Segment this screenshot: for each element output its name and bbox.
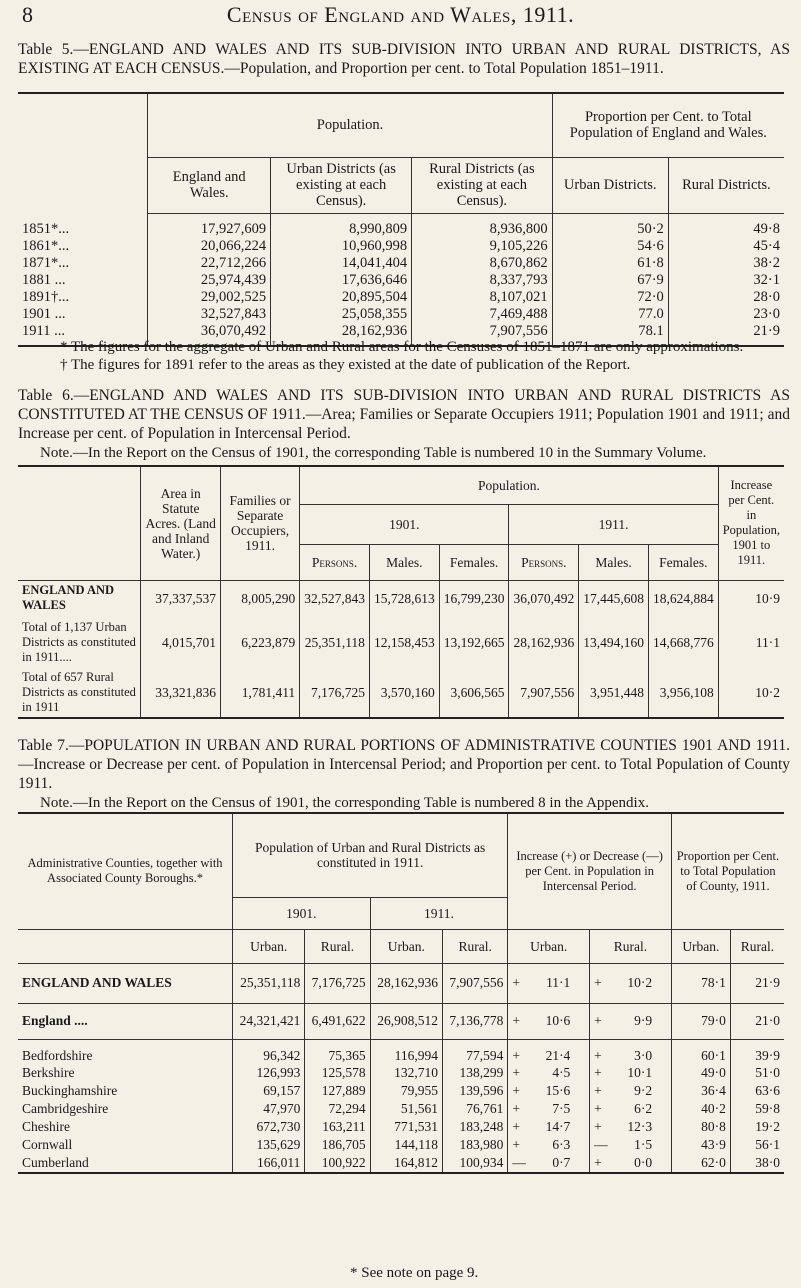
t7-header-proportion: Proportion per Cent. to Total Population of County, 1911. [671, 813, 784, 929]
cell-pr: 59·8 [730, 1100, 784, 1118]
table-row [18, 1136, 784, 1154]
cell-r11: 183,248 [442, 1118, 507, 1136]
t7-col-urban-1911: Urban. [370, 929, 442, 963]
cell-u11: 26,908,512 [370, 1003, 442, 1039]
change-value: 0·0 [634, 1154, 653, 1170]
row-label: Cumberland [22, 1154, 89, 1170]
cell-r01: 125,578 [305, 1064, 370, 1082]
sign: + [594, 1064, 602, 1080]
table-row [18, 1039, 784, 1064]
cell-u01: 126,993 [233, 1064, 305, 1082]
table-row: 1911 ... 36,070,492 28,162,936 7,907,556 78.1 21·9 [18, 323, 784, 340]
table-row [18, 1100, 784, 1118]
cell-pr: 63·6 [730, 1082, 784, 1100]
t6-header-population: Population. [300, 466, 719, 504]
sign: + [512, 1082, 520, 1098]
t7-col-urban-proportion: Urban. [671, 929, 730, 963]
sign: — [594, 1136, 608, 1152]
t6-col-families: Families or Separate Occupiers, 1911. [220, 466, 299, 580]
table-row [18, 1082, 784, 1100]
cell-pu: 43·9 [671, 1136, 730, 1154]
table-row: 1861*... 20,066,224 10,960,998 9,105,226 54·6 45·4 [18, 238, 784, 255]
sign: + [512, 1064, 520, 1080]
t5-header-proportion: Proportion per Cent. to Total Population of England and Wales. [552, 93, 784, 157]
t6-col-persons-1901: Persons. [300, 544, 370, 580]
change-value: 10·2 [627, 975, 653, 990]
change-value: 10·1 [627, 1064, 653, 1080]
change-value: 11·1 [546, 975, 571, 990]
page-number: 8 [22, 2, 33, 27]
sign: + [594, 1013, 602, 1028]
table6 [18, 465, 784, 719]
table-row: Total of 1,137 Urban Districts as constituted in 1911.... 4,015,701 6,223,879 25,351,118 12,158,453 13,192,665 28,162,936 13,494,160 14,668,776 11·1 [18, 616, 784, 668]
change-value: 12·3 [627, 1118, 653, 1134]
cell-u01: 672,730 [233, 1118, 305, 1136]
sign: + [594, 1118, 602, 1134]
sign: + [594, 1047, 602, 1063]
cell-pr: 39·9 [730, 1039, 784, 1064]
t7-col-counties: Administrative Counties, together with Associated County Boroughs.* [27, 856, 223, 886]
cell-pu: 36·4 [671, 1082, 730, 1100]
table-row [18, 963, 784, 1003]
cell-u11: 771,531 [370, 1118, 442, 1136]
cell-r11: 100,934 [442, 1154, 507, 1172]
cell-r01: 6,491,622 [305, 1003, 370, 1039]
cell-pu: 40·2 [671, 1100, 730, 1118]
cell-r01: 72,294 [305, 1100, 370, 1118]
t7-footnote: * See note on page 9. [350, 1265, 479, 1281]
table-row: 1881 ... 25,974,439 17,636,646 8,337,793 67·9 32·1 [18, 272, 784, 289]
t7-header-1911: 1911. [370, 897, 508, 929]
table-row: 1901 ... 32,527,843 25,058,355 7,469,488 77.0 23·0 [18, 306, 784, 323]
cell-pu: 78·1 [671, 963, 730, 1003]
cell-u11: 132,710 [370, 1064, 442, 1082]
cell-r11: 76,761 [442, 1100, 507, 1118]
sign: — [512, 1154, 526, 1170]
t6-header-1901: 1901. [300, 504, 509, 544]
sign: + [512, 1118, 520, 1134]
cell-u01: 24,321,421 [233, 1003, 305, 1039]
table7 [18, 812, 784, 1174]
t5-footnote-2: † The figures for 1891 refer to the areas as they existed at the date of publication of the Report. [60, 357, 631, 373]
cell-r01: 100,922 [305, 1154, 370, 1172]
t7-col-rural-1911: Rural. [442, 929, 507, 963]
cell-r11: 138,299 [442, 1064, 507, 1082]
cell-r11: 7,136,778 [442, 1003, 507, 1039]
cell-r01: 75,365 [305, 1039, 370, 1064]
t7-header-1901: 1901. [233, 897, 371, 929]
t7-header-increase: Increase (+) or Decrease (—) per Cent. in Population in Intercensal Period. [508, 813, 672, 929]
t5-col-rural: Rural Districts (as existing at each Census). [412, 157, 552, 213]
cell-u11: 79,955 [370, 1082, 442, 1100]
table5 [18, 92, 784, 347]
sign: + [594, 1100, 602, 1116]
cell-r01: 163,211 [305, 1118, 370, 1136]
t7-col-rural-proportion: Rural. [730, 929, 784, 963]
t5-col-rural-pct: Rural Districts. [668, 157, 784, 213]
t5-footnote-1: * The figures for the aggregate of Urban and Rural areas for the Censuses of 1851–1871 are only approximations. [60, 339, 744, 355]
cell-u11: 51,561 [370, 1100, 442, 1118]
cell-u01: 69,157 [233, 1082, 305, 1100]
t6-col-females-1911: Females. [648, 544, 718, 580]
cell-pu: 79·0 [671, 1003, 730, 1039]
t5-corner [18, 93, 148, 213]
change-value: 21·4 [545, 1047, 571, 1063]
cell-pu: 49·0 [671, 1064, 730, 1082]
change-value: 1·5 [634, 1136, 653, 1152]
table6-note: Note.—In the Report on the Census of 1901, the corresponding Table is numbered 10 in the Summary Volume. [40, 445, 707, 461]
sign: + [512, 1047, 520, 1063]
cell-pr: 19·2 [730, 1118, 784, 1136]
row-label: ENGLAND AND WALES [22, 975, 172, 990]
cell-u11: 144,118 [370, 1136, 442, 1154]
page-header [0, 0, 801, 34]
row-label: Cambridgeshire [22, 1100, 109, 1116]
t7-col-urban-1901: Urban. [233, 929, 305, 963]
change-value: 3·0 [634, 1047, 653, 1063]
cell-r01: 7,176,725 [305, 963, 370, 1003]
cell-u11: 28,162,936 [370, 963, 442, 1003]
t5-header-population: Population. [148, 93, 552, 157]
row-label: Cornwall [22, 1136, 73, 1152]
cell-u11: 116,994 [370, 1039, 442, 1064]
cell-r11: 183,980 [442, 1136, 507, 1154]
table6-caption: Table 6.—ENGLAND AND WALES AND ITS SUB-DIVISION INTO URBAN AND RURAL DISTRICTS AS CONSTITUTED AT THE CENSUS OF 1911.—Area; Families or Separate Occupiers 1911; Population 1901 and 1911; and Increase per cent. of Population in Intercensal Period. [18, 387, 790, 442]
t6-corner [18, 466, 141, 580]
row-label: Bedfordshire [22, 1047, 93, 1063]
change-value: 9·2 [634, 1082, 653, 1098]
sign: + [594, 1154, 602, 1170]
table-row: ENGLAND AND WALES 37,337,537 8,005,290 32,527,843 15,728,613 16,799,230 36,070,492 17,445,608 18,624,884 10·9 [18, 580, 784, 616]
change-value: 14·7 [545, 1118, 571, 1134]
table-row [18, 1064, 784, 1082]
table7-note: Note.—In the Report on the Census of 1901, the corresponding Table is numbered 8 in the Appendix. [40, 795, 649, 811]
table-row: Total of 657 Rural Districts as constituted in 1911 33,321,836 1,781,411 7,176,725 3,570,160 3,606,565 7,907,556 3,951,448 3,956,108 10·2 [18, 668, 784, 718]
t7-header-population: Population of Urban and Rural Districts as constituted in 1911. [233, 813, 508, 897]
cell-r01: 127,889 [305, 1082, 370, 1100]
table5-caption: Table 5.—ENGLAND AND WALES AND ITS SUB-DIVISION INTO URBAN AND RURAL DISTRICTS, AS EXISTING AT EACH CENSUS.—Population, and Proportion per cent. to Total Population 1851–1911. [18, 41, 790, 77]
cell-u01: 96,342 [233, 1039, 305, 1064]
t7-col-urban-increase: Urban. [508, 929, 590, 963]
cell-pr: 21·9 [730, 963, 784, 1003]
row-label: Berkshire [22, 1064, 75, 1080]
t6-col-increase: Increase per Cent. in Population, 1901 to 1911. [718, 466, 784, 580]
cell-u01: 47,970 [233, 1100, 305, 1118]
table-row: 1851*... 17,927,609 8,990,809 8,936,800 50·2 49·8 [18, 221, 784, 238]
change-value: 4·5 [552, 1064, 571, 1080]
table-row [18, 1154, 784, 1172]
cell-r11: 7,907,556 [442, 963, 507, 1003]
cell-u01: 25,351,118 [233, 963, 305, 1003]
sign: + [512, 1013, 520, 1028]
cell-pr: 51·0 [730, 1064, 784, 1082]
change-value: 0·7 [552, 1154, 571, 1170]
cell-u11: 164,812 [370, 1154, 442, 1172]
t6-col-persons-1911: Persons. [509, 544, 579, 580]
row-label: Buckinghamshire [22, 1082, 118, 1098]
cell-r11: 77,594 [442, 1039, 507, 1064]
change-value: 9·9 [634, 1013, 653, 1028]
change-value: 6·2 [634, 1100, 653, 1116]
sign: + [512, 1100, 520, 1116]
t6-col-females-1901: Females. [439, 544, 509, 580]
table-row: 1891†... 29,002,525 20,895,504 8,107,021 72·0 28·0 [18, 289, 784, 306]
change-value: 10·6 [545, 1013, 571, 1028]
sign: + [512, 975, 520, 990]
cell-u01: 135,629 [233, 1136, 305, 1154]
table-row [18, 1003, 784, 1039]
change-value: 15·6 [545, 1082, 571, 1098]
sign: + [594, 975, 602, 990]
cell-r11: 139,596 [442, 1082, 507, 1100]
t6-header-1911: 1911. [509, 504, 718, 544]
cell-pu: 80·8 [671, 1118, 730, 1136]
sign: + [594, 1082, 602, 1098]
t5-col-urban-pct: Urban Districts. [552, 157, 668, 213]
cell-pr: 21·0 [730, 1003, 784, 1039]
cell-pr: 38·0 [730, 1154, 784, 1172]
t7-subheader-blank [18, 929, 233, 963]
t7-col-rural-increase: Rural. [590, 929, 672, 963]
t5-col-ew: England and Wales. [148, 157, 271, 213]
change-value: 6·3 [552, 1136, 571, 1152]
table-row [18, 1118, 784, 1136]
t6-col-males-1901: Males. [369, 544, 439, 580]
table-row: 1871*... 22,712,266 14,041,404 8,670,862 61·8 38·2 [18, 255, 784, 272]
change-value: 7·5 [552, 1100, 571, 1116]
t6-col-area: Area in Statute Acres. (Land and Inland Water.) [141, 466, 221, 580]
row-label: Cheshire [22, 1118, 70, 1134]
t5-col-urban: Urban Districts (as existing at each Census). [271, 157, 412, 213]
cell-pu: 60·1 [671, 1039, 730, 1064]
cell-pr: 56·1 [730, 1136, 784, 1154]
t7-col-rural-1901: Rural. [305, 929, 370, 963]
cell-pu: 62·0 [671, 1154, 730, 1172]
cell-u01: 166,011 [233, 1154, 305, 1172]
page-title: Census of England and Wales, 1911. [226, 2, 575, 27]
row-label: England .... [22, 1013, 88, 1028]
sign: + [512, 1136, 520, 1152]
t6-col-males-1911: Males. [579, 544, 649, 580]
table7-caption: Table 7.—POPULATION IN URBAN AND RURAL PORTIONS OF ADMINISTRATIVE COUNTIES 1901 AND 1911.—Increase or Decrease per cent. of Population in Intercensal Period; and Proportion per cent. to Total Population of County 1911. [18, 737, 790, 792]
cell-r01: 186,705 [305, 1136, 370, 1154]
